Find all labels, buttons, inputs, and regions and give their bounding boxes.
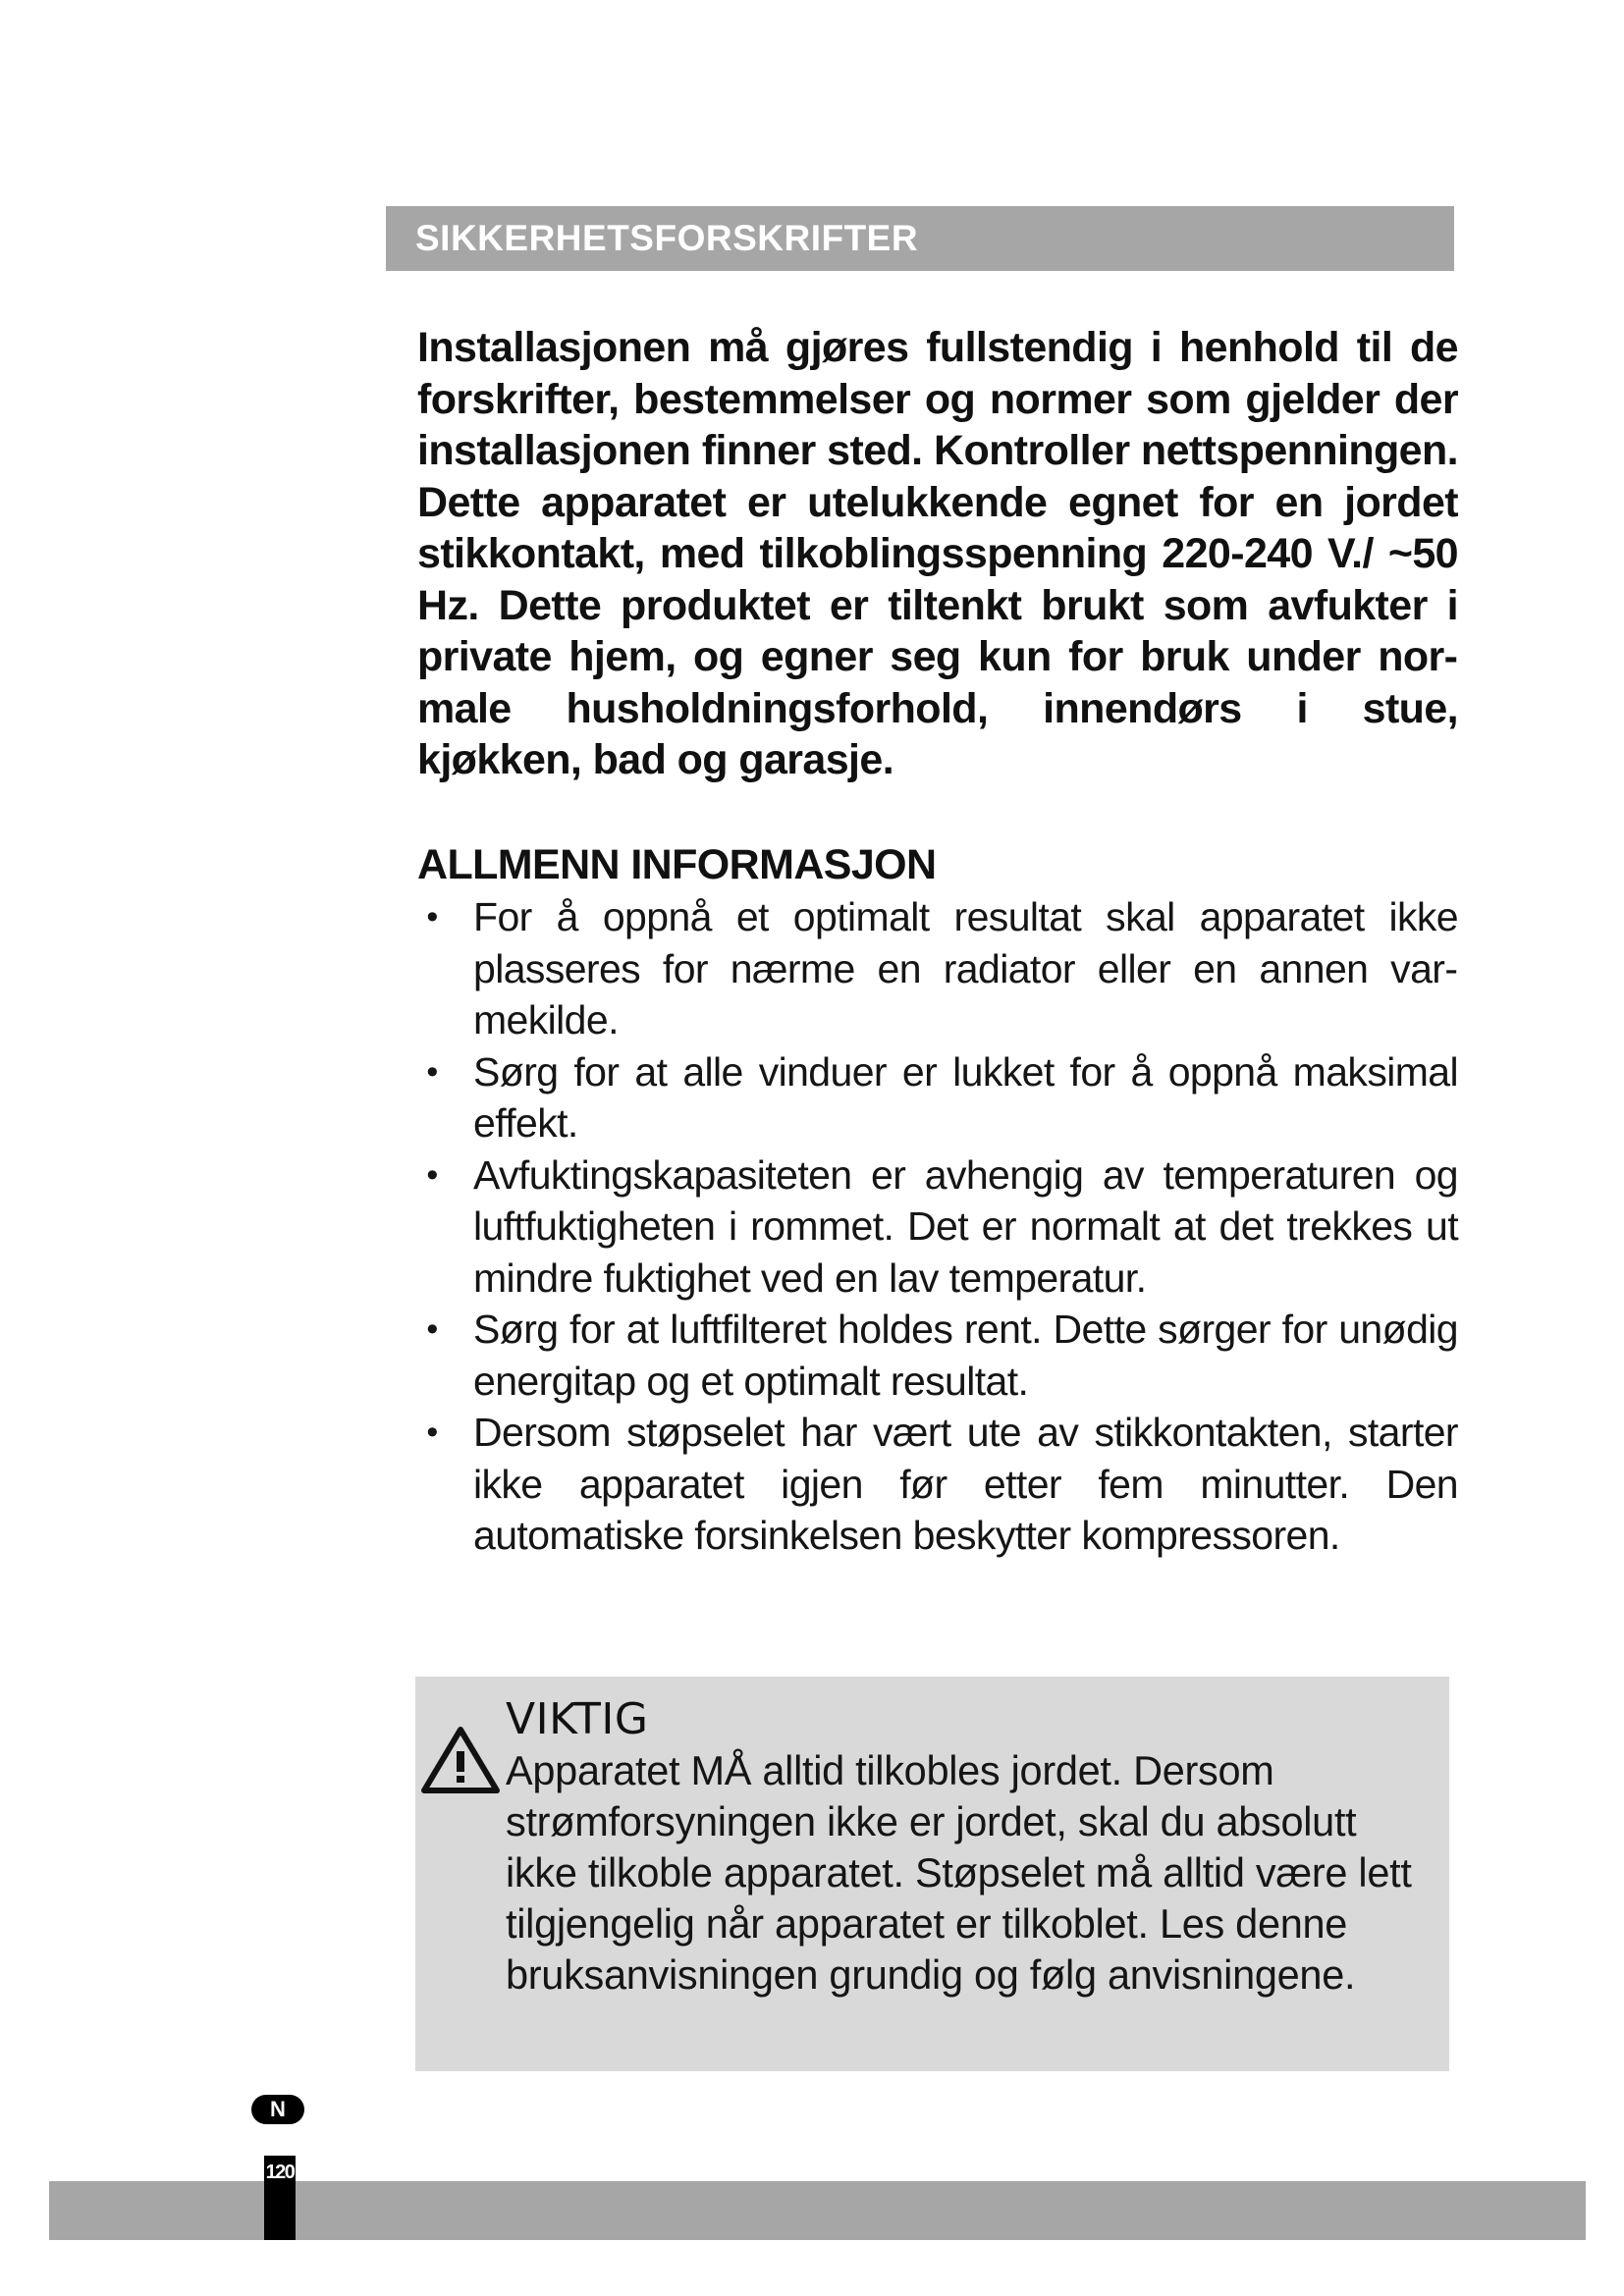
important-notice-box [415,1677,1449,2071]
list-item [417,1046,1458,1149]
warning-triangle-icon [421,1726,500,1794]
notice-text: Apparatet MÅ alltid tilkobles jordet. Dersom strømforsyningen ikke er jordet, skal du absolutt ikke tilkoble apparatet. Støpselet må alltid være lett tilgjengelig når apparatet er tilkoblet. Les denne bruksanvisningen grundig og følg anvisningene. [506,1747,1412,1998]
general-info-heading: ALLMENN INFORMASJON [417,841,937,888]
intro-paragraph: Installasjonen må gjøres fullstendig i henhold til de forskrifter, bestemmelser og normer som gjelder der installasjonen finner sted. Kontroller nettspenningen. Dette apparatet er utelukkende egnet for en jordet stikkontakt, med tilkoblingsspenning 220-240 V./ ~50 Hz. Dette produktet er tiltenkt brukt som avfukter i private hjem, og egner seg kun for bruk under normale husholdningsforhold, innendørs i stue, kjøkken, bad og garasje. [417,324,1458,783]
bullet-icon: • [426,898,438,935]
section-header-bar [386,206,1454,271]
section-title: SIKKERHETSFORSKRIFTER [415,218,919,258]
list-item [417,891,1458,1046]
list-item-text: Sørg for at alle vinduer er lukket for å oppnå maksimal effekt. [473,1048,1458,1146]
page-number: 120 [264,2156,296,2240]
bullet-icon: • [426,1310,438,1348]
general-info-list [417,891,1458,1562]
list-item [417,1407,1458,1562]
list-item-text: Avfuktingskapasiteten er avhengig av temperaturen og luftfuktigheten i rommet. Det er normalt at det trekkes ut mindre fuktighet ved en lav temperatur. [473,1151,1458,1301]
bullet-icon: • [426,1155,438,1194]
list-item-text: For å oppnå et optimalt resultat skal apparatet ikke plasseres for nærme en radiator eller en annen varmekilde. [473,894,1458,1042]
language-badge: N [251,2095,304,2124]
notice-title: VIKTIG [506,1694,649,1744]
list-item [417,1149,1458,1305]
list-item [417,1304,1458,1407]
bullet-icon: • [426,1414,438,1451]
list-item-text: Dersom støpselet har vært ute av stikkontakten, starter ikke apparatet igjen før etter fem minutter. Den automatiske forsinkelsen beskytter kompressoren. [473,1410,1458,1558]
bullet-icon: • [426,1052,438,1091]
list-item-text: Sørg for at luftfilteret holdes rent. Dette sørger for unødig energitap og et optimalt resultat. [473,1307,1458,1404]
